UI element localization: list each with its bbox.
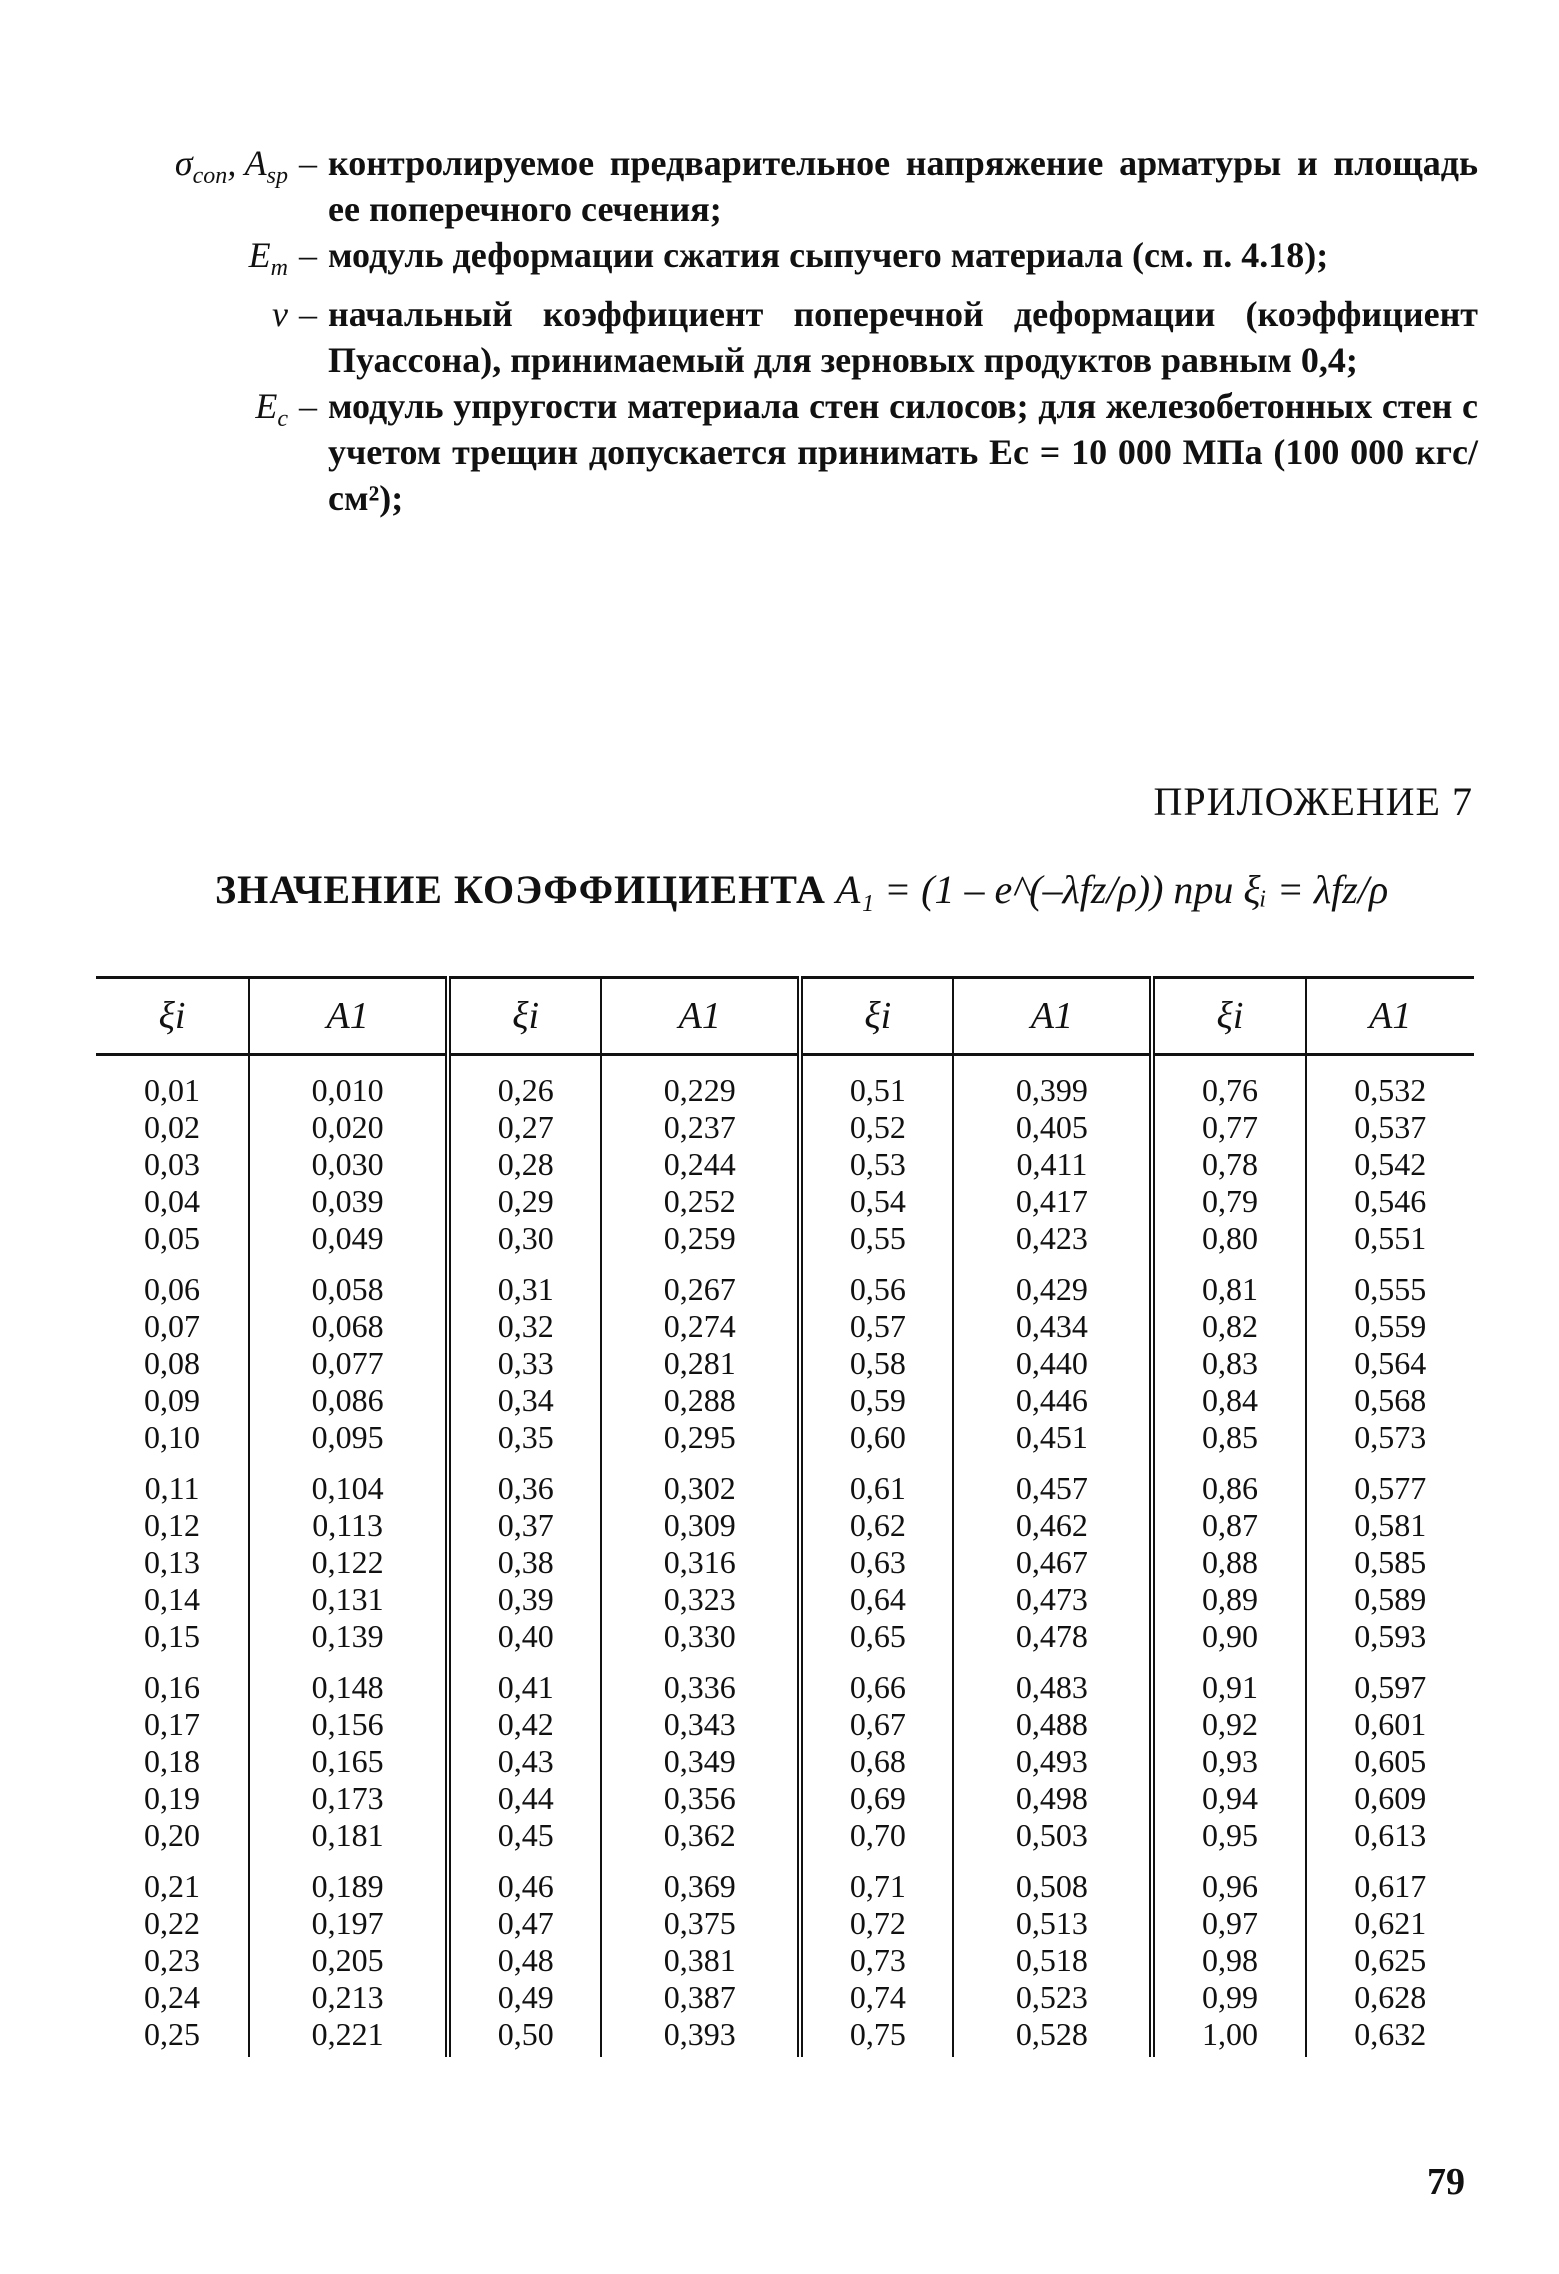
a1-value: 0,295 xyxy=(663,1419,736,1455)
column-xi-3 xyxy=(800,1055,953,2058)
xi-value: 0,57 xyxy=(849,1308,906,1344)
xi-value: 0,96 xyxy=(1201,1868,1258,1904)
xi-value: 0,61 xyxy=(849,1470,906,1506)
xi-value: 0,13 xyxy=(144,1544,201,1580)
a1-value: 0,221 xyxy=(311,2016,384,2052)
a1-value: 0,585 xyxy=(1354,1544,1427,1580)
a1-value: 0,288 xyxy=(663,1382,736,1418)
header-xi: ξi xyxy=(96,978,249,1055)
a1-value: 0,601 xyxy=(1354,1706,1427,1742)
a1-value: 0,181 xyxy=(311,1817,384,1853)
a1-value: 0,058 xyxy=(311,1271,384,1307)
xi-value: 0,40 xyxy=(497,1618,554,1654)
xi-value: 0,98 xyxy=(1201,1942,1258,1978)
a1-value: 0,399 xyxy=(1015,1072,1088,1108)
xi-value: 0,88 xyxy=(1201,1544,1258,1580)
a1-value: 0,613 xyxy=(1354,1817,1427,1853)
xi-value: 0,05 xyxy=(144,1220,201,1256)
xi-value: 0,07 xyxy=(144,1308,201,1344)
a1-value: 0,488 xyxy=(1015,1706,1088,1742)
a1-value: 0,139 xyxy=(311,1618,384,1654)
xi-value: 0,37 xyxy=(497,1507,554,1543)
header-a1: A1 xyxy=(1306,978,1474,1055)
xi-value: 0,64 xyxy=(849,1581,906,1617)
xi-value: 0,86 xyxy=(1201,1470,1258,1506)
xi-value: 0,52 xyxy=(849,1109,906,1145)
a1-value: 0,369 xyxy=(663,1868,736,1904)
xi-value: 0,27 xyxy=(497,1109,554,1145)
column-xi-4 xyxy=(1152,1055,1305,2058)
a1-value: 0,086 xyxy=(311,1382,384,1418)
header-xi: ξi xyxy=(1152,978,1305,1055)
dash: – xyxy=(299,143,317,183)
a1-value: 0,387 xyxy=(663,1979,736,2015)
dash: – xyxy=(299,294,317,335)
xi-value: 0,51 xyxy=(849,1072,906,1108)
xi-value: 0,53 xyxy=(849,1146,906,1182)
a1-value: 0,077 xyxy=(311,1345,384,1381)
definition-sigma-con xyxy=(88,140,1478,232)
definition-nu xyxy=(88,291,1478,383)
a1-value: 0,156 xyxy=(311,1706,384,1742)
xi-value: 0,43 xyxy=(497,1743,554,1779)
xi-value: 0,77 xyxy=(1201,1109,1258,1145)
xi-value: 0,99 xyxy=(1201,1979,1258,2015)
a1-value: 0,362 xyxy=(663,1817,736,1853)
a1-value: 0,605 xyxy=(1354,1743,1427,1779)
a1-value: 0,049 xyxy=(311,1220,384,1256)
a1-value: 0,122 xyxy=(311,1544,384,1580)
xi-value: 0,34 xyxy=(497,1382,554,1418)
page-number: 79 xyxy=(1427,2161,1465,2203)
xi-value: 0,14 xyxy=(144,1581,201,1617)
a1-value: 0,628 xyxy=(1354,1979,1427,2015)
a1-value: 0,411 xyxy=(1016,1146,1088,1182)
a1-value: 0,434 xyxy=(1015,1308,1088,1344)
xi-value: 0,46 xyxy=(497,1868,554,1904)
coefficient-table xyxy=(96,976,1474,2057)
definition-text: модуль упругости материала стен силосов; для железобетонных стен с учетом трещин допускается принимать Ec = 10 000 МПа (100 000 кгс/см²); xyxy=(328,386,1478,519)
a1-value: 0,316 xyxy=(663,1544,736,1580)
xi-value: 0,17 xyxy=(144,1706,201,1742)
a1-value: 0,356 xyxy=(663,1780,736,1816)
a1-value: 0,229 xyxy=(663,1072,736,1108)
xi-value: 0,67 xyxy=(849,1706,906,1742)
a1-value: 0,039 xyxy=(311,1183,384,1219)
table-heading xyxy=(215,866,1388,913)
xi-value: 0,30 xyxy=(497,1220,554,1256)
a1-value: 0,532 xyxy=(1354,1072,1427,1108)
xi-value: 0,74 xyxy=(849,1979,906,2015)
a1-value: 0,375 xyxy=(663,1905,736,1941)
a1-value: 0,259 xyxy=(663,1220,736,1256)
xi-value: 0,85 xyxy=(1201,1419,1258,1455)
xi-value: 0,59 xyxy=(849,1382,906,1418)
xi-value: 0,63 xyxy=(849,1544,906,1580)
a1-value: 0,381 xyxy=(663,1942,736,1978)
definition-symbol: $E_m$ xyxy=(248,235,288,282)
a1-value: 0,302 xyxy=(663,1470,736,1506)
definition-symbol: ν xyxy=(272,294,288,335)
a1-value: 0,621 xyxy=(1354,1905,1427,1941)
xi-value: 0,71 xyxy=(849,1868,906,1904)
a1-value: 0,165 xyxy=(311,1743,384,1779)
a1-value: 0,010 xyxy=(311,1072,384,1108)
xi-value: 0,19 xyxy=(144,1780,201,1816)
xi-value: 0,73 xyxy=(849,1942,906,1978)
xi-value: 0,79 xyxy=(1201,1183,1258,1219)
xi-value: 0,35 xyxy=(497,1419,554,1455)
a1-value: 0,336 xyxy=(663,1669,736,1705)
xi-value: 0,15 xyxy=(144,1618,201,1654)
header-xi: ξi xyxy=(448,978,601,1055)
a1-value: 0,568 xyxy=(1354,1382,1427,1418)
xi-value: 0,04 xyxy=(144,1183,201,1219)
xi-value: 0,87 xyxy=(1201,1507,1258,1543)
xi-value: 0,25 xyxy=(144,2016,201,2052)
a1-value: 0,244 xyxy=(663,1146,736,1182)
table-header-row xyxy=(96,978,1474,1055)
xi-value: 0,48 xyxy=(497,1942,554,1978)
xi-value: 0,62 xyxy=(849,1507,906,1543)
xi-value: 0,09 xyxy=(144,1382,201,1418)
a1-value: 0,343 xyxy=(663,1706,736,1742)
definition-symbol: $E_c$ xyxy=(255,386,288,433)
xi-value: 0,44 xyxy=(497,1780,554,1816)
a1-value: 0,523 xyxy=(1015,1979,1088,2015)
a1-value: 0,429 xyxy=(1015,1271,1088,1307)
xi-value: 0,41 xyxy=(497,1669,554,1705)
a1-value: 0,462 xyxy=(1015,1507,1088,1543)
xi-value: 0,68 xyxy=(849,1743,906,1779)
a1-value: 0,451 xyxy=(1015,1419,1088,1455)
xi-value: 0,55 xyxy=(849,1220,906,1256)
appendix-label: ПРИЛОЖЕНИЕ 7 xyxy=(1153,779,1473,824)
a1-value: 0,095 xyxy=(311,1419,384,1455)
a1-value: 0,537 xyxy=(1354,1109,1427,1145)
a1-value: 0,274 xyxy=(663,1308,736,1344)
xi-value: 0,80 xyxy=(1201,1220,1258,1256)
xi-value: 0,39 xyxy=(497,1581,554,1617)
a1-value: 0,457 xyxy=(1015,1470,1088,1506)
a1-value: 0,493 xyxy=(1015,1743,1088,1779)
a1-value: 0,237 xyxy=(663,1109,736,1145)
xi-value: 0,76 xyxy=(1201,1072,1258,1108)
xi-value: 0,12 xyxy=(144,1507,201,1543)
a1-value: 0,589 xyxy=(1354,1581,1427,1617)
xi-value: 0,50 xyxy=(497,2016,554,2052)
definition-text: начальный коэффициент поперечной деформации (коэффициент Пуассона), принимаемый для зерновых продуктов равным 0,4; xyxy=(328,294,1478,381)
definition-em xyxy=(88,232,1478,291)
xi-value: 0,65 xyxy=(849,1618,906,1654)
xi-value: 0,36 xyxy=(497,1470,554,1506)
xi-value: 0,70 xyxy=(849,1817,906,1853)
xi-value: 0,75 xyxy=(849,2016,906,2052)
a1-value: 0,617 xyxy=(1354,1868,1427,1904)
a1-value: 0,473 xyxy=(1015,1581,1088,1617)
xi-value: 0,03 xyxy=(144,1146,201,1182)
xi-value: 0,92 xyxy=(1201,1706,1258,1742)
xi-value: 0,60 xyxy=(849,1419,906,1455)
xi-value: 0,22 xyxy=(144,1905,201,1941)
xi-value: 0,66 xyxy=(849,1669,906,1705)
xi-value: 0,11 xyxy=(144,1470,200,1506)
column-a1-1 xyxy=(249,1055,448,2058)
a1-value: 0,577 xyxy=(1354,1470,1427,1506)
xi-value: 0,23 xyxy=(144,1942,201,1978)
a1-value: 0,508 xyxy=(1015,1868,1088,1904)
xi-value: 0,24 xyxy=(144,1979,201,2015)
a1-value: 0,542 xyxy=(1354,1146,1427,1182)
a1-value: 0,131 xyxy=(311,1581,384,1617)
xi-value: 0,31 xyxy=(497,1271,554,1307)
xi-value: 0,56 xyxy=(849,1271,906,1307)
a1-value: 0,518 xyxy=(1015,1942,1088,1978)
a1-value: 0,446 xyxy=(1015,1382,1088,1418)
xi-value: 0,90 xyxy=(1201,1618,1258,1654)
xi-value: 0,89 xyxy=(1201,1581,1258,1617)
xi-value: 0,38 xyxy=(497,1544,554,1580)
a1-value: 0,330 xyxy=(663,1618,736,1654)
xi-value: 0,16 xyxy=(144,1669,201,1705)
a1-value: 0,030 xyxy=(311,1146,384,1182)
column-xi-1 xyxy=(96,1055,249,2058)
a1-value: 0,555 xyxy=(1354,1271,1427,1307)
dash: – xyxy=(299,235,317,275)
xi-value: 0,42 xyxy=(497,1706,554,1742)
xi-value: 0,58 xyxy=(849,1345,906,1381)
xi-value: 0,97 xyxy=(1201,1905,1258,1941)
a1-value: 0,551 xyxy=(1354,1220,1427,1256)
a1-value: 0,349 xyxy=(663,1743,736,1779)
a1-value: 0,173 xyxy=(311,1780,384,1816)
header-a1: A1 xyxy=(601,978,800,1055)
a1-value: 0,564 xyxy=(1354,1345,1427,1381)
xi-value: 0,82 xyxy=(1201,1308,1258,1344)
xi-value: 0,54 xyxy=(849,1183,906,1219)
definition-symbol: $\sigma_{con}$, $A_{sp}$ xyxy=(174,143,288,190)
a1-value: 0,267 xyxy=(663,1271,736,1307)
a1-value: 0,423 xyxy=(1015,1220,1088,1256)
a1-value: 0,309 xyxy=(663,1507,736,1543)
xi-value: 0,95 xyxy=(1201,1817,1258,1853)
a1-value: 0,213 xyxy=(311,1979,384,2015)
xi-value: 0,20 xyxy=(144,1817,201,1853)
heading-formula: A₁ = (1 – e^(–λfz/ρ)) при ξᵢ = λfz/ρ xyxy=(835,867,1389,912)
a1-value: 0,632 xyxy=(1354,2016,1427,2052)
a1-value: 0,498 xyxy=(1015,1780,1088,1816)
a1-value: 0,020 xyxy=(311,1109,384,1145)
dash: – xyxy=(299,386,317,427)
a1-value: 0,281 xyxy=(663,1345,736,1381)
a1-value: 0,593 xyxy=(1354,1618,1427,1654)
a1-value: 0,104 xyxy=(311,1470,384,1506)
xi-value: 0,08 xyxy=(144,1345,201,1381)
a1-value: 0,483 xyxy=(1015,1669,1088,1705)
heading-caps: ЗНАЧЕНИЕ КОЭФФИЦИЕНТА xyxy=(215,867,826,912)
a1-value: 0,189 xyxy=(311,1868,384,1904)
definition-text: контролируемое предварительное напряжение арматуры и площадь ее поперечного сечения; xyxy=(328,143,1478,229)
xi-value: 0,10 xyxy=(144,1419,201,1455)
header-a1: A1 xyxy=(249,978,448,1055)
a1-value: 0,113 xyxy=(312,1507,384,1543)
a1-value: 0,581 xyxy=(1354,1507,1427,1543)
xi-value: 0,29 xyxy=(497,1183,554,1219)
xi-value: 0,47 xyxy=(497,1905,554,1941)
xi-value: 0,28 xyxy=(497,1146,554,1182)
definitions-list xyxy=(88,140,1478,521)
a1-value: 0,252 xyxy=(663,1183,736,1219)
a1-value: 0,513 xyxy=(1015,1905,1088,1941)
column-xi-2 xyxy=(448,1055,601,2058)
xi-value: 0,91 xyxy=(1201,1669,1258,1705)
xi-value: 0,45 xyxy=(497,1817,554,1853)
a1-value: 0,393 xyxy=(663,2016,736,2052)
xi-value: 1,00 xyxy=(1201,2016,1258,2052)
a1-value: 0,467 xyxy=(1015,1544,1088,1580)
xi-value: 0,83 xyxy=(1201,1345,1258,1381)
a1-value: 0,528 xyxy=(1015,2016,1088,2052)
column-a1-4 xyxy=(1306,1055,1474,2058)
definition-ec xyxy=(88,383,1478,521)
a1-value: 0,597 xyxy=(1354,1669,1427,1705)
xi-value: 0,69 xyxy=(849,1780,906,1816)
xi-value: 0,06 xyxy=(144,1271,201,1307)
a1-value: 0,625 xyxy=(1354,1942,1427,1978)
a1-value: 0,148 xyxy=(311,1669,384,1705)
xi-value: 0,94 xyxy=(1201,1780,1258,1816)
a1-value: 0,546 xyxy=(1354,1183,1427,1219)
xi-value: 0,26 xyxy=(497,1072,554,1108)
column-a1-2 xyxy=(601,1055,800,2058)
a1-value: 0,197 xyxy=(311,1905,384,1941)
xi-value: 0,01 xyxy=(144,1072,201,1108)
xi-value: 0,33 xyxy=(497,1345,554,1381)
table-body-row xyxy=(96,1055,1474,2058)
xi-value: 0,18 xyxy=(144,1743,201,1779)
xi-value: 0,93 xyxy=(1201,1743,1258,1779)
a1-value: 0,405 xyxy=(1015,1109,1088,1145)
a1-value: 0,417 xyxy=(1015,1183,1088,1219)
xi-value: 0,72 xyxy=(849,1905,906,1941)
xi-value: 0,32 xyxy=(497,1308,554,1344)
a1-value: 0,559 xyxy=(1354,1308,1427,1344)
xi-value: 0,84 xyxy=(1201,1382,1258,1418)
a1-value: 0,205 xyxy=(311,1942,384,1978)
xi-value: 0,02 xyxy=(144,1109,201,1145)
a1-value: 0,573 xyxy=(1354,1419,1427,1455)
header-xi: ξi xyxy=(800,978,953,1055)
xi-value: 0,78 xyxy=(1201,1146,1258,1182)
xi-value: 0,81 xyxy=(1201,1271,1258,1307)
a1-value: 0,323 xyxy=(663,1581,736,1617)
xi-value: 0,49 xyxy=(497,1979,554,2015)
definition-text: модуль деформации сжатия сыпучего материала (см. п. 4.18); xyxy=(328,235,1329,275)
column-a1-3 xyxy=(953,1055,1152,2058)
xi-value: 0,21 xyxy=(144,1868,201,1904)
a1-value: 0,068 xyxy=(311,1308,384,1344)
a1-value: 0,609 xyxy=(1354,1780,1427,1816)
a1-value: 0,503 xyxy=(1015,1817,1088,1853)
header-a1: A1 xyxy=(953,978,1152,1055)
a1-value: 0,440 xyxy=(1015,1345,1088,1381)
a1-value: 0,478 xyxy=(1015,1618,1088,1654)
